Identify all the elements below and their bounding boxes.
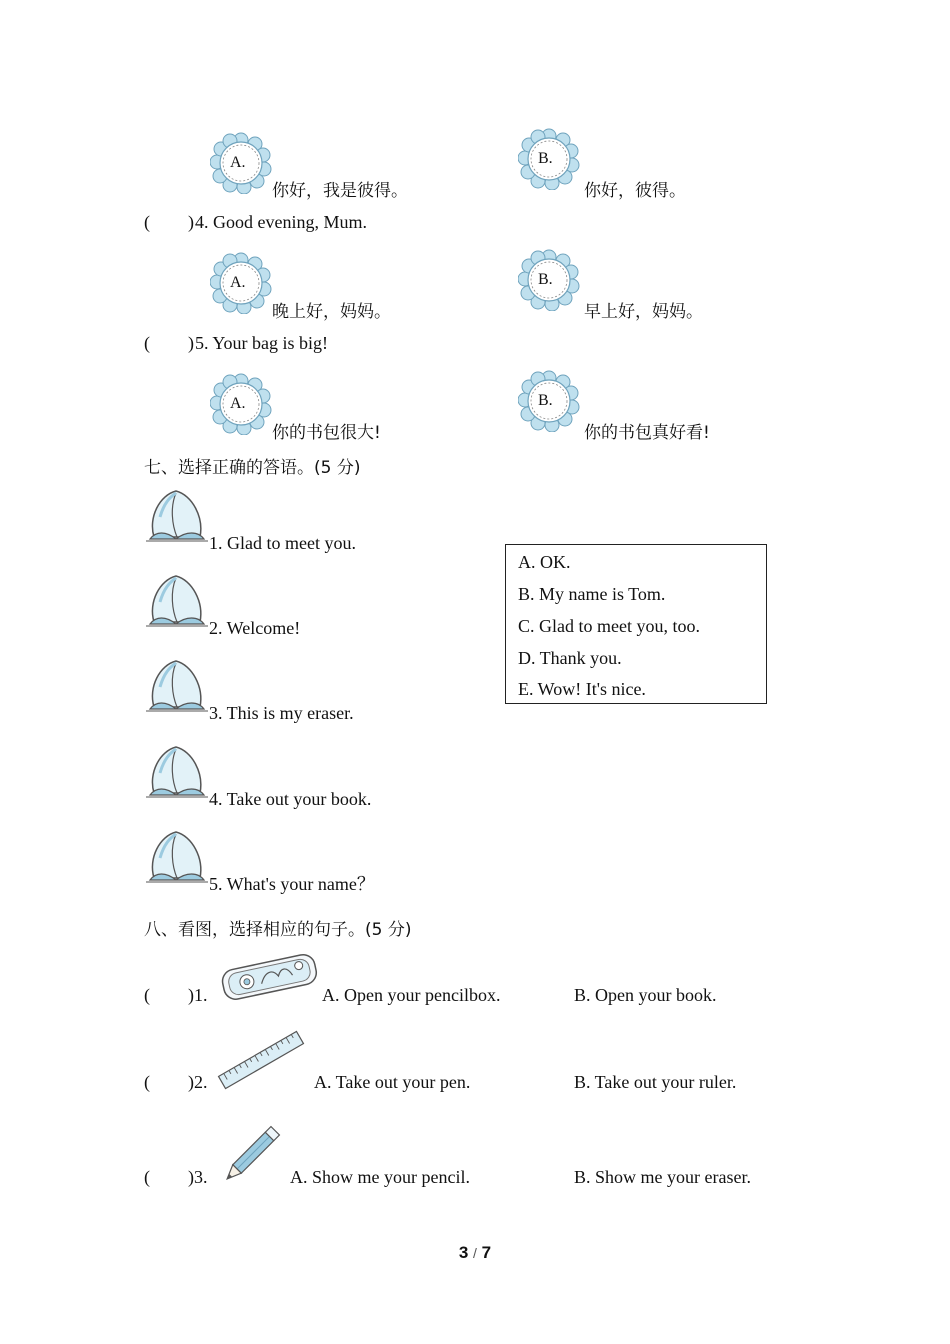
- total-pages: 7: [481, 1243, 492, 1262]
- option-b-text: 早上好，妈妈。: [584, 302, 703, 322]
- peach-icon[interactable]: [146, 743, 208, 803]
- answer-paren-open: (: [144, 333, 150, 353]
- option-a-text: A. Take out your pen.: [314, 1072, 471, 1092]
- option-a-text: 你好，我是彼得。: [272, 181, 408, 201]
- item-number: )3.: [188, 1167, 208, 1187]
- peach-icon[interactable]: [146, 572, 208, 632]
- option-a-text: A. Show me your pencil.: [290, 1167, 470, 1187]
- option-b-badge-icon: B.: [518, 128, 580, 190]
- option-a-text: A. Open your pencilbox.: [322, 985, 501, 1005]
- question-text: 4. Good evening, Mum.: [195, 212, 367, 232]
- option-b-text: B. Take out your ruler.: [574, 1072, 737, 1092]
- ruler-icon: [216, 1030, 306, 1090]
- peach-icon[interactable]: [146, 828, 208, 888]
- answer-option: D. Thank you.: [518, 648, 622, 668]
- match-question: 3. This is my eraser.: [209, 703, 354, 723]
- answer-blank[interactable]: [152, 1071, 186, 1093]
- answer-blank[interactable]: [152, 984, 186, 1006]
- answer-paren-open: (: [144, 985, 150, 1005]
- answer-paren-open: (: [144, 1072, 150, 1092]
- answer-option: A. OK.: [518, 552, 571, 572]
- option-a-text: 晚上好，妈妈。: [272, 302, 391, 322]
- page-separator: /: [473, 1245, 477, 1261]
- answer-option: C. Glad to meet you, too.: [518, 616, 700, 636]
- match-question: 1. Glad to meet you.: [209, 533, 356, 553]
- pencil-icon: [216, 1116, 292, 1188]
- match-question: 5. What's your name？: [209, 874, 375, 894]
- question-text: 5. Your bag is big!: [195, 333, 329, 353]
- option-a-badge-icon: A.: [210, 132, 272, 194]
- option-b-text: 你的书包真好看!: [584, 423, 710, 443]
- option-a-badge-icon: A.: [210, 373, 272, 435]
- item-number: )2.: [188, 1072, 208, 1092]
- answer-blank[interactable]: [152, 1166, 186, 1188]
- answer-blank[interactable]: [152, 332, 186, 354]
- option-b-badge-icon: B.: [518, 370, 580, 432]
- option-a-badge-icon: A.: [210, 252, 272, 314]
- option-b-text: 你好，彼得。: [584, 181, 686, 201]
- current-page: 3: [458, 1243, 469, 1262]
- option-b-text: B. Open your book.: [574, 985, 717, 1005]
- section-7-title: 七、选择正确的答语。(5 分): [144, 458, 361, 478]
- match-question: 2. Welcome!: [209, 618, 301, 638]
- answer-option: E. Wow! It's nice.: [518, 679, 646, 699]
- answer-blank[interactable]: [152, 211, 186, 233]
- answer-paren-open: (: [144, 1167, 150, 1187]
- peach-icon[interactable]: [146, 487, 208, 547]
- section-8-title: 八、看图，选择相应的句子。(5 分): [144, 920, 412, 940]
- answer-option: B. My name is Tom.: [518, 584, 666, 604]
- answer-options-box: [505, 544, 767, 704]
- page-indicator: [0, 1243, 950, 1263]
- answer-paren-close: ): [188, 212, 194, 232]
- option-a-text: 你的书包很大!: [272, 423, 381, 443]
- item-number: )1.: [188, 985, 208, 1005]
- match-question: 4. Take out your book.: [209, 789, 372, 809]
- peach-icon[interactable]: [146, 657, 208, 717]
- option-b-badge-icon: B.: [518, 249, 580, 311]
- answer-paren-close: ): [188, 333, 194, 353]
- pencilbox-icon: [216, 948, 322, 1002]
- option-b-text: B. Show me your eraser.: [574, 1167, 751, 1187]
- answer-paren-open: (: [144, 212, 150, 232]
